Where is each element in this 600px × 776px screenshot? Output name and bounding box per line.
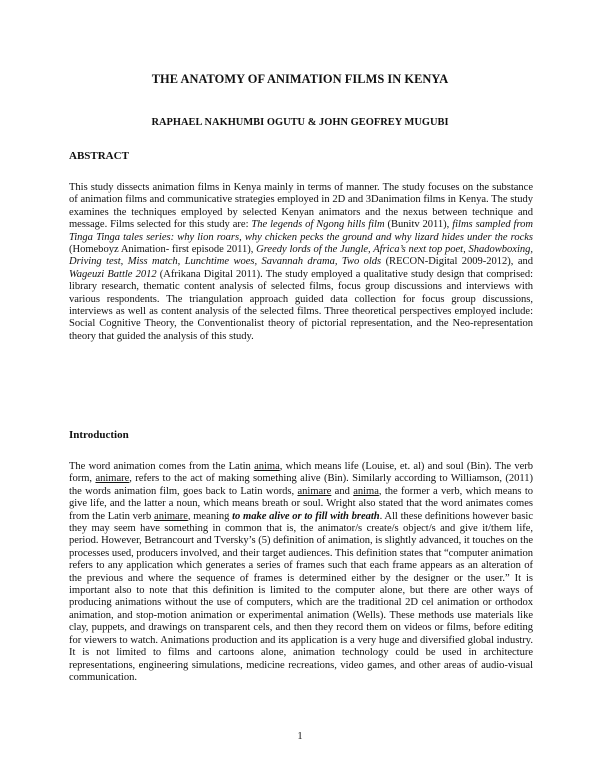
introduction-heading: Introduction — [69, 429, 129, 441]
intro-text: , meaning — [187, 510, 233, 522]
term-animare: animare — [297, 485, 332, 497]
page-number: 1 — [297, 731, 303, 742]
film-title-ngong-hills: The legends of Ngong hills film — [251, 219, 385, 231]
film-title-wageuzi-battle: Wageuzi Battle 2012 — [69, 268, 157, 280]
abstract-text: (Homeboyz Animation- first episode 2011), — [69, 244, 257, 256]
abstract-heading: ABSTRACT — [69, 150, 129, 162]
intro-text: The word animation comes from the Latin — [69, 461, 255, 472]
intro-text: , which means life (Louise, et. al) and soul (Bin). The verb form, — [69, 461, 533, 485]
term-animare: animare — [95, 473, 130, 485]
term-anima: anima — [254, 461, 280, 472]
abstract-text: This study dissects animation films in Kenya mainly in terms of manner. The study focuses on the substance of animation films and communicative strategies employed in 2D and 3Danimation films in Kenya. The study examines the techniques employed by selected Kenyan animators and the nexus between technique and message. Films selected for this study are: — [69, 182, 533, 231]
abstract-text: (RECON-Digital 2009-2012), and — [381, 256, 533, 268]
intro-text: , refers to the act of making something alive (Bin). Similarly according to Williamson, (2011) the words animation film, goes back to Latin words, — [69, 473, 533, 497]
abstract-text: (Afrikana Digital 2011). The study employed a qualitative study design that comprised: library research, thematic content analysis of selected films, focus group discussions and interviews with various respondents. The triangulation approach guided data collection for focus group discussions, interviews as well as content analysis of the selected films. Three theoretical perspectives employed include: Social Cognitive Theory, the Conventionalist theory of pictorial representation, and the Neo-representation theory that guided the analysis of this study. — [69, 268, 533, 342]
term-anima: anima — [353, 485, 379, 497]
abstract-paragraph — [69, 182, 533, 343]
intro-text: , the former a verb, which means to give life, and the latter a noun, which means breath or soul. Wright also stated that the word animates comes from the Latin verb — [69, 485, 533, 522]
intro-text: . All these definitions however basic they may seem have something in common that is, the animator/s create/s object/s and give it/them life, period. However, Betrancourt and Tversky’s (5) definition of animation, is slightly advanced, it touches on the processes used, producers involved, and their target audiences. This definition states that “computer animation refers to any application which generates a series of frames such that each frame appears as an alteration of the previous and where the sequence of frames is determined either by the designer or the user.” It is important also to note that this definition is limited to the computer alone, but there are other ways of producing animations without the use of computers, which are the traditional 2D cel animation or orthodox animation, and stop-motion animation or experimental animation (Wells). These methods use materials like clay, puppets, and drawings on transparent cels, and then they record them on videos or films, before editing for viewers to watch. Animations production and its application is a very huge and diversified global industry. It is not limited to films and cartoons alone, animation technology could be used in architecture representations, engineering simulations, medicine recreations, video games, and other areas of audio-visual communication. — [69, 510, 533, 683]
film-title-tinga-tinga: films sampled from Tinga Tinga tales series: why lion roars, why chicken pecks the ground and why lizard hides under the rocks — [69, 219, 533, 243]
abstract-text: (Bunitv 2011), — [384, 219, 453, 231]
paper-title: THE ANATOMY OF ANIMATION FILMS IN KENYA — [151, 72, 449, 86]
film-titles-recon-digital: Greedy lords of the Jungle, Africa’s next top poet, Shadowboxing, Driving test, Miss match, Lunchtime woes, Savannah drama, Two olds — [69, 244, 533, 268]
introduction-paragraph — [69, 461, 533, 684]
term-animare: animare — [154, 510, 188, 522]
emphasized-definition: to make alive or to fill with breath — [232, 510, 380, 522]
intro-text: and — [331, 485, 354, 497]
paper-authors: RAPHAEL NAKHUMBI OGUTU & JOHN GEOFREY MUGUBI — [151, 117, 449, 128]
